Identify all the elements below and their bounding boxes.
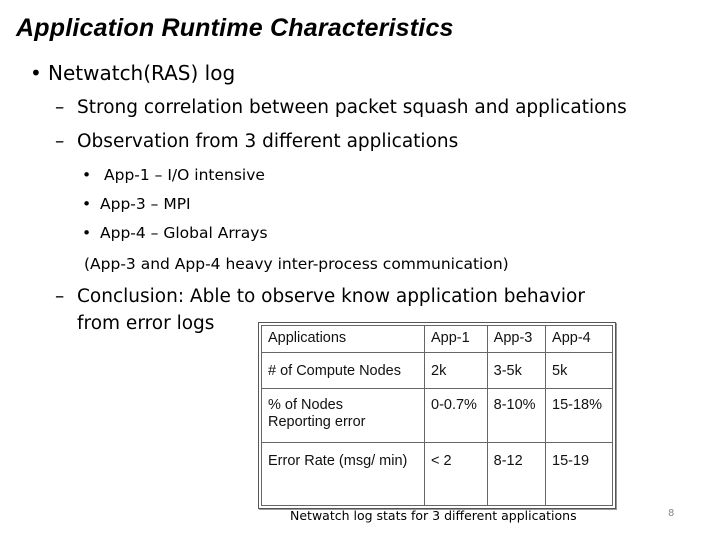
table-row-label-line: % of Nodes [268,397,343,413]
table-row-label-line: Reporting error [268,414,366,431]
bullet-dot: • [82,224,92,242]
table-cell: 0-0.7% [425,389,488,443]
stats-table-frame [258,322,616,509]
table-cell: 15-18% [546,389,613,443]
subbullet-text: Observation from 3 different applications [77,131,459,152]
subbullet-strong-correlation [55,97,627,118]
table-header-cell: App-4 [546,326,613,353]
table-row-label [262,389,425,443]
dash-bullet: – [55,131,65,152]
bullet-dot: • [30,61,42,85]
table-cell: 15-19 [546,443,613,506]
table-cell: 5k [546,353,613,389]
table-cell: 8-10% [487,389,545,443]
subbullet-text: Strong correlation between packet squash and applications [77,97,627,118]
table-cell: 2k [425,353,488,389]
slide-title: Application Runtime Characteristics [16,14,454,42]
table-row-label: # of Compute Nodes [262,353,425,389]
subbullet-conclusion [55,286,585,307]
table-row [262,353,613,389]
app-item-text: App-4 – Global Arrays [100,224,268,242]
app-item-text: App-3 – MPI [100,195,191,213]
table-header-row [262,326,613,353]
table-cell: 8-12 [487,443,545,506]
table-header-cell: App-1 [425,326,488,353]
subbullet-conclusion-continued: from error logs [77,313,215,334]
table-cell: < 2 [425,443,488,506]
app-item-app3 [82,195,191,213]
table-row [262,389,613,443]
dash-bullet: – [55,286,65,307]
table-caption: Netwatch log stats for 3 different applications [290,508,577,523]
bullet-text: Netwatch(RAS) log [48,61,236,85]
app-item-app4 [82,224,268,242]
subbullet-text: Conclusion: Able to observe know application behavior [77,286,585,307]
table-row-label: Error Rate (msg/ min) [262,443,425,506]
stats-table [261,325,613,506]
table-header-cell: App-3 [487,326,545,353]
table-header-cell: Applications [262,326,425,353]
subbullet-observation [55,131,458,152]
bullet-dot: • [82,166,92,184]
dash-bullet: – [55,97,65,118]
table-row [262,443,613,506]
app-item-app1 [82,166,265,184]
bullet-dot: • [82,195,92,213]
app-item-text: App-1 – I/O intensive [104,166,265,184]
bullet-netwatch-log [30,61,235,85]
page-number: 8 [668,508,675,519]
communication-note: (App-3 and App-4 heavy inter-process communication) [84,255,509,273]
table-cell: 3-5k [487,353,545,389]
